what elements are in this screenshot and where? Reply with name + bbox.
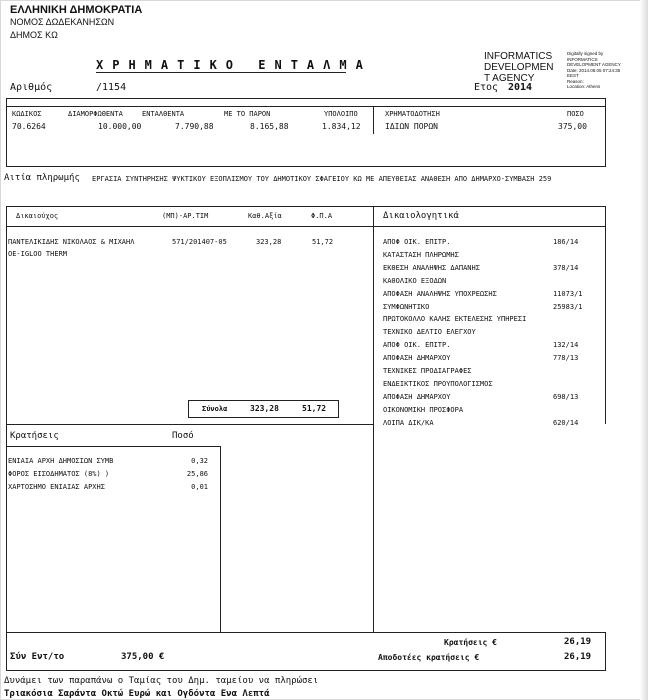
document-item: ΛΟΙΠΑ ΔΙΚ/ΚΑ [383,418,434,427]
document-ref: 132/14 [553,341,579,350]
document-ref: 698/13 [553,392,579,401]
budget-left-border [6,98,7,166]
document-item: ΤΕΧΝΙΚΕΣ ΠΡΟΔΙΑΓΡΑΦΕΣ [383,367,472,375]
document-ref: 11073/1 [553,289,583,298]
document-ref: 25983/1 [553,302,583,311]
document-ref: 378/14 [553,263,579,272]
document-item: ΑΠΟΦΑΣΗ ΑΝΑΛΗΨΗΣ ΥΠΟΧΡΕΩΣΗΣ [383,289,497,298]
totals-vat: 51,72 [302,404,327,413]
totals-right-line [338,400,339,418]
document-item: ΟΙΚΟΝΟΜΙΚΗ ΠΡΟΣΦΟΡΑ [383,405,464,414]
number-label: Αριθμός [10,82,53,93]
budget-value-formed: 10.000,00 [98,122,142,131]
document-item: ΕΝΔΕΙΚΤΙΚΟΣ ΠΡΟΥΠΟΛΟΓΙΣΜΟΣ [383,379,493,388]
header-prefecture: ΝΟΜΟΣ ΔΩΔΕΚΑΝΗΣΩΝ [10,17,115,27]
footer-instruction: Δυνάμει των παραπάνω ο Ταμίας του Δημ. ταμείου να πληρώσει [4,676,319,686]
funding-header: ΧΡΗΜΑΤΟΔΟΤΗΣΗ [385,110,440,118]
totals-left-line [188,400,189,418]
cause-text: ΕΡΓΑΣΙΑ ΣΥΝΤΗΡΗΣΗΣ ΨΥΚΤΙΚΟΥ ΕΞΟΠΛΙΣΜΟΥ ΤΟΥ ΔΗΜΟΤΙΚΟΥ ΣΦΑΓΕΙΟΥ ΚΩ ΜΕ ΑΠΕΥΘΕΙΑΣ ΑΝΑΘΕΣΗ ΑΠΟ ΔΗΜΑΡΧΟ-ΣΥΜΒΑΣΗ 259 [92,175,552,183]
beneficiary-header-vat: Φ.Π.Α [311,212,333,220]
document-item: ΠΡΩΤΟΚΟΛΛΟ ΚΑΛΗΣ ΕΚΤΕΛΕΣΗΣ ΥΠΗΡΕΣΙ [383,315,527,324]
document-item: ΚΑΤΑΣΤΑΣΗ ΠΛΗΡΩΜΗΣ [383,250,459,259]
budget-value-code: 70.6264 [12,122,46,131]
budget-right-border [605,98,606,166]
document-title: ΧΡΗΜΑΤΙΚΟ ΕΝΤΑΛΜΑ [96,58,372,72]
withholdings-total-label: Κρατήσεις € [444,638,497,647]
beneficiary-net: 323,28 [256,238,282,246]
withholding-amount: 0,01 [191,483,208,491]
beneficiary-left-border [6,206,7,424]
beneficiary-vat: 51,72 [312,238,334,246]
amount-header: ΠΟΣΟ [567,110,584,118]
documents-header: Δικαιολογητικά [383,211,459,221]
net-total-value: 375,00 € [121,652,165,662]
header-municipality: ΔΗΜΟΣ ΚΩ [10,30,58,40]
budget-value-ordered: 7.790,88 [175,122,214,131]
document-ref: 778/13 [553,354,579,363]
document-ref: 620/14 [553,418,579,427]
footer-amount-words: Τριακόσια Σαράντα Οκτώ Ευρώ και Ογδόντα Ενα Λεπτά [4,689,270,699]
beneficiary-divider [373,206,374,424]
withholdings-total-value: 26,19 [564,637,592,647]
totals-net: 323,28 [250,404,279,413]
totals-bottom-line [188,417,338,418]
beneficiary-invoice: 571/201407-05 [172,238,227,246]
page-shadow [640,0,648,700]
document-item: ΕΚΘΕΣΗ ΑΝΑΛΗΨΗΣ ΔΑΠΑΝΗΣ [383,263,480,272]
budget-header-ordered: ΕΝΤΑΛΘΕΝΤΑ [142,110,185,118]
document-item: ΑΠΟΦ ΟΙΚ. ΕΠΙΤΡ. [383,341,451,350]
remit-total-label: Αποδοτέες κρατήσεις € [378,653,480,662]
title-underline [96,72,346,73]
withholdings-header: Κρατήσεις [10,431,59,441]
number-value: /1154 [96,82,127,93]
document-item: ΤΕΧΝΙΚΟ ΔΕΛΤΙΟ ΕΛΕΓΧΟΥ [383,328,476,337]
document-item: ΣΥΜΦΩΝΗΤΙΚΟ [383,302,430,311]
budget-header-balance: ΥΠΟΛΟΙΠΟ [324,110,358,118]
digital-signature: Digitally signed by INFORMATICS DEVELOPMENT AGENCY Date: 2014.08.05 07:24:35 EEST Reason: Location: Athens [567,51,621,89]
budget-value-present: 8.165,88 [250,122,289,131]
totals-top-line [188,400,338,401]
amount-value: 375,00 [558,122,587,131]
beneficiary-header-net: Καθ.Αξία [248,212,282,220]
budget-divider [373,106,374,134]
budget-header-formed: ΔΙΑΜΟΡΦΩΘΕΝΤΑ [68,110,123,118]
withholdings-header-line [6,446,221,447]
beneficiary-name-1: ΠΑΝΤΕΛΙΚΙΔΗΣ ΝΙΚΟΛΑΟΣ & ΜΙΧΑΗΛ [8,238,135,246]
header-republic: ΕΛΛΗΝΙΚΗ ΔΗΜΟΚΡΑΤΙΑ [10,4,143,16]
budget-top-line-2 [6,106,606,107]
withholdings-left-border [6,424,7,632]
beneficiary-name-2: ΟΕ-IGLOO THERM [8,250,68,258]
withholding-item: ΕΝΙΑΙΑ ΑΡΧΗ ΔΗΜΟΣΙΩΝ ΣΥΜΒ [8,457,114,465]
withholdings-right-border [220,446,221,632]
bottom-totals-right-border [605,632,606,670]
document-item: ΑΠΟΦΑΣΗ ΔΗΜΑΡΧΟΥ [383,392,451,401]
beneficiary-top-line [6,206,606,207]
budget-header-code: ΚΩΔΙΚΟΣ [12,110,42,118]
year-value: 2014 [508,82,533,93]
withholdings-mid-border [373,424,374,632]
totals-label: Σύνολα [202,405,228,413]
year-label: Ετος [474,82,499,93]
budget-top-line [6,98,606,99]
beneficiary-header-line [6,226,606,227]
funding-value: ΙΔΙΩΝ ΠΟΡΩΝ [385,122,438,131]
budget-value-balance: 1.834,12 [322,122,361,131]
document-item: ΚΑΘΟΛΙΚΟ ΕΞΟΔΩΝ [383,276,447,285]
budget-header-present: ΜΕ ΤΟ ΠΑΡΟΝ [224,110,271,118]
remit-total-value: 26,19 [564,652,592,662]
document-ref: 186/14 [553,238,579,246]
beneficiary-header-name: Δικαιούχος [16,212,59,220]
withholding-amount: 25,86 [186,470,208,478]
withholding-item: ΧΑΡΤΟΣΗΜΟ ΕΝΙΑΙΑΣ ΑΡΧΗΣ [8,483,105,491]
document-item: ΑΠΟΦ ΟΙΚ. ΕΠΙΤΡ. [383,238,451,246]
withholding-item: ΦΟΡΟΣ ΕΙΣΟΔΗΜΑΤΟΣ (8%) ) [8,470,110,478]
beneficiary-header-invoice: (ΜΠ)-ΑΡ.ΤΙΜ [162,212,209,220]
withholdings-top-line [6,424,374,425]
signature-org: INFORMATICS DEVELOPMEN T AGENCY [484,51,554,84]
withholding-amount: 0,32 [191,457,208,465]
bottom-totals-bottom-line [6,670,606,671]
net-total-label: Σύν Εντ/το [10,652,65,662]
withholdings-amount-header: Ποσό [172,431,194,441]
document-item: ΑΠΟΦΑΣΗ ΔΗΜΑΡΧΟΥ [383,354,451,363]
bottom-totals-left-border [6,632,7,670]
bottom-totals-top-line [6,632,606,633]
cause-label: Αιτία πληρωμής [4,173,80,183]
budget-bottom-line [6,166,606,167]
beneficiary-right-border [605,206,606,424]
